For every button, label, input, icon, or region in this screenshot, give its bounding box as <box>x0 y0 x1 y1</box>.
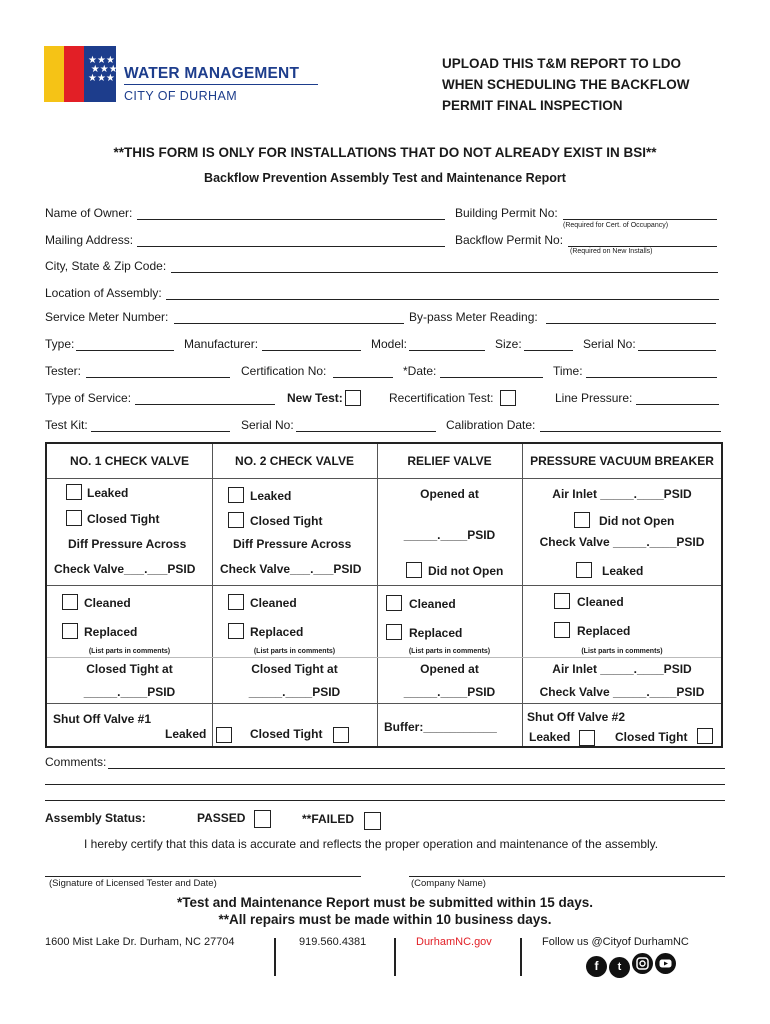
pvb-air-inlet[interactable]: Air Inlet _____.____PSID <box>552 487 692 501</box>
footer-address: 1600 Mist Lake Dr. Durham, NC 27704 <box>45 936 235 948</box>
type-label: Type: <box>45 337 75 351</box>
cv1-replaced-checkbox[interactable] <box>62 623 78 639</box>
shutoff-2-closed-tight-checkbox[interactable] <box>697 728 713 744</box>
relief-opened-at-2: Opened at <box>420 662 479 676</box>
cv1-check-valve-psid: Check Valve___.___PSID <box>54 562 196 576</box>
twitter-icon[interactable]: t <box>609 957 630 978</box>
city-label: City, State & Zip Code: <box>45 259 167 273</box>
cv1-cleaned-label: Cleaned <box>84 596 131 610</box>
cv1-cleaned-checkbox[interactable] <box>62 594 78 610</box>
service-type-field[interactable] <box>135 404 275 405</box>
cv2-cleaned-checkbox[interactable] <box>228 594 244 610</box>
pvb-list-parts: (List parts in comments) <box>581 648 663 655</box>
pvb-check-valve-2[interactable]: Check Valve _____.____PSID <box>539 685 705 699</box>
cv2-closed-tight-at: Closed Tight at <box>251 662 338 676</box>
new-test-checkbox[interactable] <box>345 390 361 406</box>
cv2-closed-tight-psid[interactable]: _____.____PSID <box>248 685 341 699</box>
stars-icon: ★★★ ★★★ ★★★ <box>88 55 118 84</box>
buffer-field[interactable]: Buffer:___________ <box>384 720 497 734</box>
footer-divider <box>274 938 276 976</box>
instagram-icon[interactable] <box>632 953 653 974</box>
logo-title: WATER MANAGEMENT <box>124 65 300 82</box>
certify-statement: I hereby certify that this data is accurate and reflects the proper operation and maintenance of the assembly. <box>84 837 659 851</box>
comments-line-2[interactable] <box>45 784 725 785</box>
relief-psid[interactable]: _____.____PSID <box>403 528 496 542</box>
backflow-permit-field[interactable] <box>568 246 717 247</box>
date-field[interactable] <box>440 377 543 378</box>
footer-divider <box>394 938 396 976</box>
relief-did-not-open-label: Did not Open <box>428 564 504 578</box>
calibration-field[interactable] <box>540 431 721 432</box>
signature-line[interactable] <box>45 876 361 877</box>
new-test-label: New Test: <box>287 391 343 405</box>
kit-serial-label: Serial No: <box>241 418 294 432</box>
header-pvb: PRESSURE VACUUM BREAKER <box>530 454 714 468</box>
cv1-leaked-checkbox[interactable] <box>66 484 82 500</box>
cv1-closed-tight-label: Closed Tight <box>87 512 160 526</box>
cv1-closed-tight-at: Closed Tight at <box>86 662 173 676</box>
upload-notice <box>442 53 689 116</box>
tester-field[interactable] <box>86 377 230 378</box>
comments-line-3[interactable] <box>45 800 725 801</box>
cv2-list-parts: (List parts in comments) <box>253 648 336 655</box>
pvb-replaced-label: Replaced <box>577 624 631 638</box>
logo-divider <box>124 84 318 85</box>
time-field[interactable] <box>586 377 717 378</box>
relief-replaced-label: Replaced <box>409 626 463 640</box>
footer-follow: Follow us @Cityof DurhamNC <box>542 936 689 948</box>
test-kit-field[interactable] <box>91 431 230 432</box>
passed-checkbox[interactable] <box>254 810 271 828</box>
shutoff-2-closed-tight-label: Closed Tight <box>615 730 688 744</box>
owner-label: Name of Owner: <box>45 206 133 220</box>
serial-label: Serial No: <box>583 337 636 351</box>
shutoff-1-closed-tight-checkbox[interactable] <box>333 727 349 743</box>
building-permit-label: Building Permit No: <box>455 206 558 220</box>
valve-table <box>45 442 723 748</box>
calibration-label: Calibration Date: <box>446 418 536 432</box>
cv2-replaced-checkbox[interactable] <box>228 623 244 639</box>
cv2-closed-tight-label: Closed Tight <box>250 514 323 528</box>
logo-yellow-bar <box>44 46 64 102</box>
city-field[interactable] <box>171 272 718 273</box>
tester-label: Tester: <box>45 364 82 378</box>
relief-cleaned-label: Cleaned <box>409 597 456 611</box>
facebook-icon[interactable]: f <box>586 956 607 977</box>
size-field[interactable] <box>524 350 573 351</box>
service-meter-field[interactable] <box>174 323 404 324</box>
cv2-check-valve-psid: Check Valve___.___PSID <box>220 562 362 576</box>
serial-field[interactable] <box>638 350 716 351</box>
footer-divider <box>520 938 522 976</box>
failed-label: **FAILED <box>302 812 355 826</box>
passed-label: PASSED <box>197 811 246 825</box>
form-title: Backflow Prevention Assembly Test and Maintenance Report <box>204 171 566 185</box>
relief-list-parts: (List parts in comments) <box>408 648 491 655</box>
shutoff-1-closed-tight-label: Closed Tight <box>250 727 323 741</box>
cert-label: Certification No: <box>241 364 327 378</box>
backflow-permit-label: Backflow Permit No: <box>455 233 564 247</box>
shutoff-2-leaked-label: Leaked <box>529 730 571 744</box>
date-label: *Date: <box>403 364 437 378</box>
pvb-leaked-label: Leaked <box>602 564 644 578</box>
mailing-field[interactable] <box>137 246 445 247</box>
shutoff-1-leaked-checkbox[interactable] <box>216 727 232 743</box>
table-divider <box>47 585 721 586</box>
cv2-leaked-checkbox[interactable] <box>228 487 244 503</box>
logo-subtitle: CITY OF DURHAM <box>124 89 238 103</box>
building-permit-note: (Required for Cert. of Occupancy) <box>563 222 669 229</box>
logo-blue-block <box>84 46 116 102</box>
owner-field[interactable] <box>137 219 445 220</box>
pvb-replaced-checkbox[interactable] <box>554 622 570 638</box>
kit-serial-field[interactable] <box>296 431 436 432</box>
company-label: (Company Name) <box>411 878 486 889</box>
table-divider <box>47 657 721 658</box>
cv1-replaced-label: Replaced <box>84 625 138 639</box>
location-label: Location of Assembly: <box>45 286 162 300</box>
type-field[interactable] <box>76 350 174 351</box>
test-kit-label: Test Kit: <box>45 418 88 432</box>
cv2-closed-tight-checkbox[interactable] <box>228 512 244 528</box>
submission-notice: *Test and Maintenance Report must be submitted within 15 days. <box>176 895 594 910</box>
youtube-icon[interactable] <box>655 953 676 974</box>
bsi-notice: **THIS FORM IS ONLY FOR INSTALLATIONS THAT DO NOT ALREADY EXIST IN BSI** <box>113 145 657 160</box>
pvb-cleaned-checkbox[interactable] <box>554 593 570 609</box>
pvb-cleaned-label: Cleaned <box>577 595 624 609</box>
header-check-valve-2: NO. 2 CHECK VALVE <box>235 454 354 468</box>
cv1-leaked-label: Leaked <box>87 486 129 500</box>
cert-field[interactable] <box>333 377 393 378</box>
cv2-leaked-label: Leaked <box>250 489 292 503</box>
table-divider <box>47 703 721 704</box>
pvb-did-not-open-checkbox[interactable] <box>574 512 590 528</box>
shutoff-1-leaked-label: Leaked <box>165 727 207 741</box>
signature-label: (Signature of Licensed Tester and Date) <box>49 878 217 889</box>
repair-notice: **All repairs must be made within 10 business days. <box>218 912 552 927</box>
recert-checkbox[interactable] <box>500 390 516 406</box>
footer-website-link[interactable]: DurhamNC.gov <box>416 936 492 948</box>
cv2-replaced-label: Replaced <box>250 625 304 639</box>
relief-replaced-checkbox[interactable] <box>386 624 402 640</box>
pvb-air-inlet-2[interactable]: Air Inlet _____.____PSID <box>552 662 692 676</box>
cv2-cleaned-label: Cleaned <box>250 596 297 610</box>
service-type-label: Type of Service: <box>45 391 132 405</box>
size-label: Size: <box>495 337 522 351</box>
shutoff-2-label: Shut Off Valve #2 <box>527 710 626 724</box>
table-divider <box>47 478 721 479</box>
bypass-label: By-pass Meter Reading: <box>409 310 538 324</box>
time-label: Time: <box>553 364 583 378</box>
pvb-leaked-checkbox[interactable] <box>576 562 592 578</box>
logo <box>44 46 324 104</box>
manufacturer-label: Manufacturer: <box>184 337 259 351</box>
mailing-label: Mailing Address: <box>45 233 134 247</box>
cv1-closed-tight-checkbox[interactable] <box>66 510 82 526</box>
pvb-did-not-open-label: Did not Open <box>599 514 675 528</box>
upload-notice-line-3: PERMIT FINAL INSPECTION <box>442 98 623 113</box>
relief-did-not-open-checkbox[interactable] <box>406 562 422 578</box>
table-divider <box>212 444 213 746</box>
footer-phone: 919.560.4381 <box>299 936 367 948</box>
logo-red-bar <box>64 46 84 102</box>
manufacturer-field[interactable] <box>262 350 361 351</box>
recert-label: Recertification Test: <box>389 391 494 405</box>
comments-line-1[interactable] <box>108 768 725 769</box>
comments-label: Comments: <box>45 755 107 769</box>
relief-opened-at: Opened at <box>420 487 479 501</box>
relief-opened-psid[interactable]: _____.____PSID <box>403 685 496 699</box>
line-pressure-field[interactable] <box>636 404 719 405</box>
social-icons <box>586 953 678 978</box>
service-meter-label: Service Meter Number: <box>45 310 169 324</box>
relief-cleaned-checkbox[interactable] <box>386 595 402 611</box>
bypass-field[interactable] <box>546 323 716 324</box>
failed-checkbox[interactable] <box>364 812 381 830</box>
location-field[interactable] <box>166 299 719 300</box>
shutoff-1-label: Shut Off Valve #1 <box>53 712 152 726</box>
header-relief-valve: RELIEF VALVE <box>407 454 492 468</box>
upload-notice-line-2: WHEN SCHEDULING THE BACKFLOW <box>442 77 690 92</box>
header-check-valve-1: NO. 1 CHECK VALVE <box>70 454 189 468</box>
line-pressure-label: Line Pressure: <box>555 391 633 405</box>
cv1-closed-tight-psid[interactable]: _____.____PSID <box>83 685 176 699</box>
model-label: Model: <box>371 337 408 351</box>
pvb-check-valve[interactable]: Check Valve _____.____PSID <box>539 535 705 549</box>
backflow-permit-note: (Required on New Installs) <box>570 248 653 255</box>
cv1-diff-pressure: Diff Pressure Across <box>68 537 187 551</box>
assembly-status-label: Assembly Status: <box>45 811 146 825</box>
company-line[interactable] <box>409 876 725 877</box>
cv1-list-parts: (List parts in comments) <box>88 648 171 655</box>
shutoff-2-leaked-checkbox[interactable] <box>579 730 595 746</box>
model-field[interactable] <box>409 350 485 351</box>
building-permit-field[interactable] <box>563 219 717 220</box>
cv2-diff-pressure: Diff Pressure Across <box>233 537 352 551</box>
upload-notice-line-1: UPLOAD THIS T&M REPORT TO LDO <box>442 56 681 71</box>
